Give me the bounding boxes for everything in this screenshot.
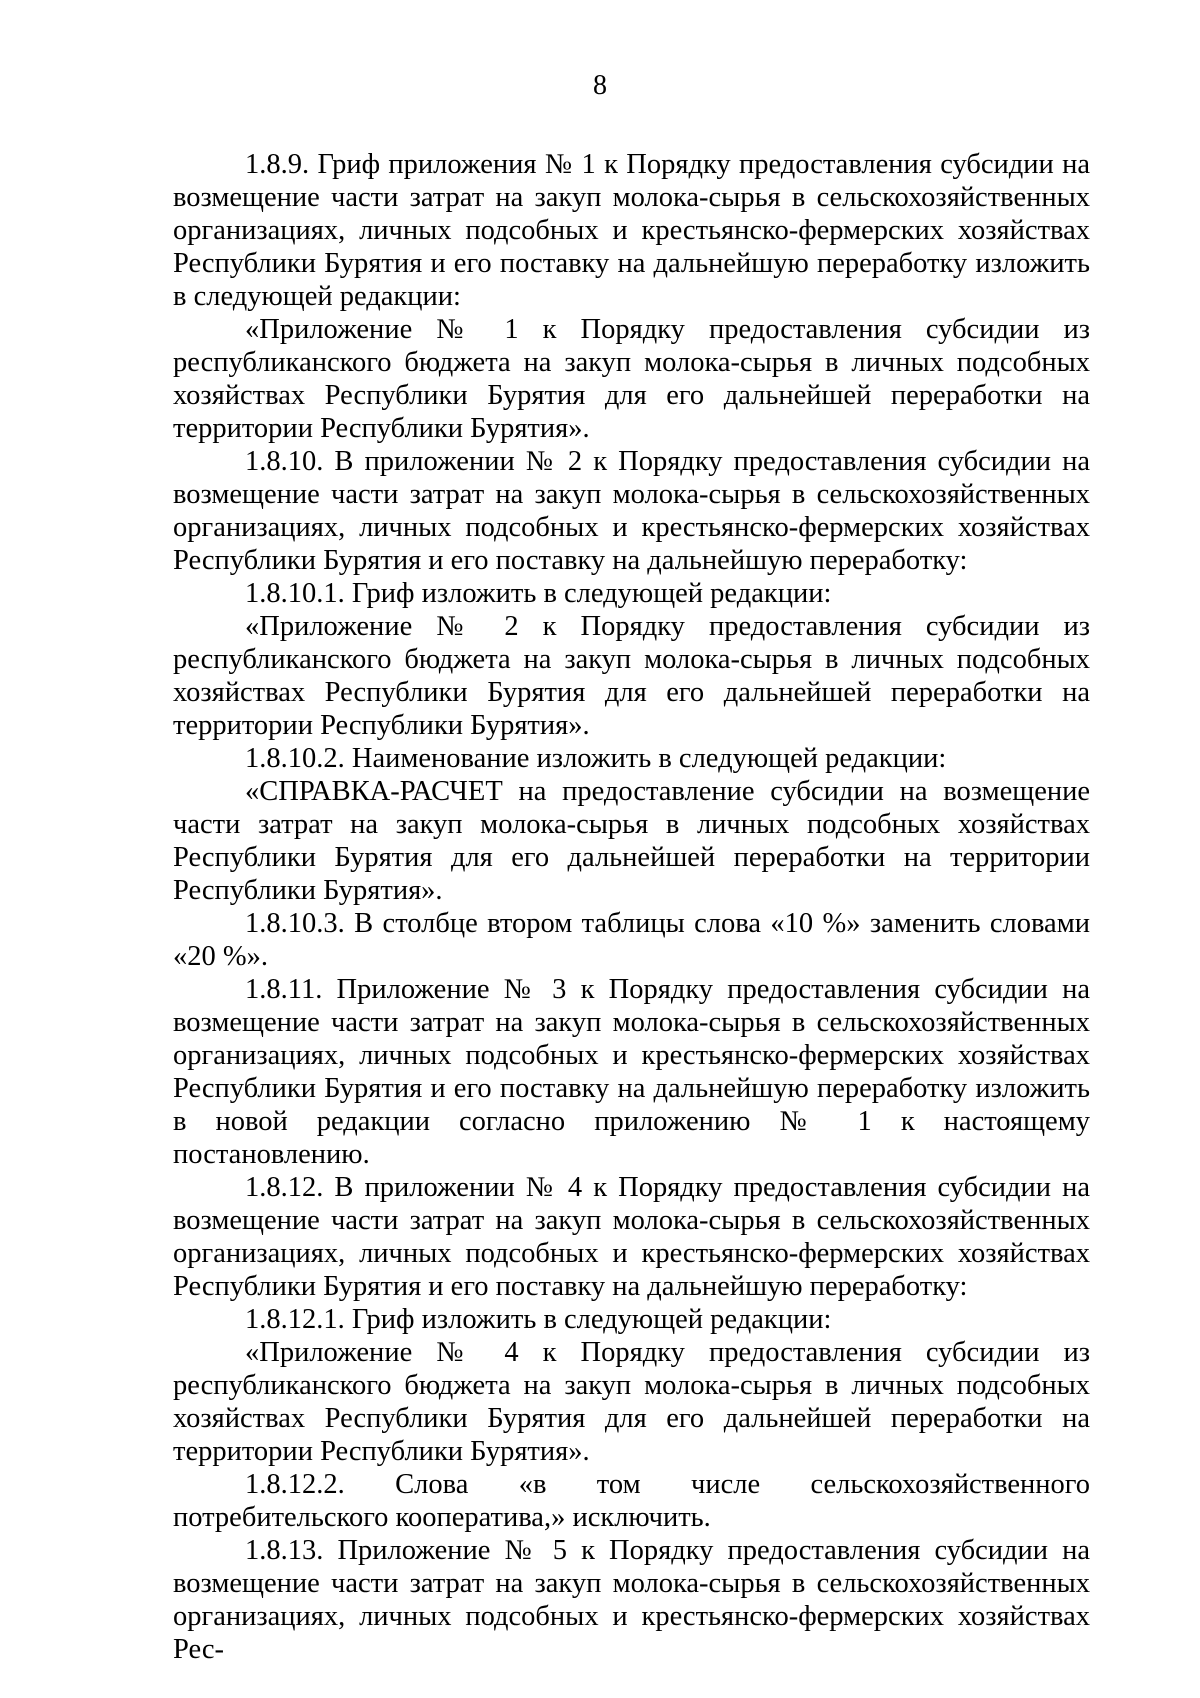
quote-appendix-2: «Приложение № 2 к Порядку предоставления субсидии из республиканского бюджета на закуп молока-сырья в личных подсобных хозяйствах Республики Бурятия для его дальнейшей переработки на территории Республики Бурятия». bbox=[173, 611, 1090, 741]
paragraph-1-8-12: 1.8.12. В приложении № 4 к Порядку предоставления субсидии на возмещение части затрат на закуп молока-сырья в сельскохозяйственных организациях, личных подсобных и крестьянско-фермерских хозяйствах Республики Бурятия и его поставку на дальнейшую переработку: bbox=[173, 1172, 1090, 1302]
paragraph-1-8-9: 1.8.9. Гриф приложения № 1 к Порядку предоставления субсидии на возмещение части затрат на закуп молока-сырья в сельскохозяйственных организациях, личных подсобных и крестьянско-фермерских хозяйствах Республики Бурятия и его поставку на дальнейшую переработку изложить в следующей редакции: bbox=[173, 149, 1090, 312]
paragraph-1-8-10-3: 1.8.10.3. В столбце втором таблицы слова «10 %» заменить словами «20 %». bbox=[173, 908, 1090, 972]
paragraph-1-8-10-1: 1.8.10.1. Гриф изложить в следующей редакции: bbox=[245, 578, 832, 609]
paragraph-1-8-10-2: 1.8.10.2. Наименование изложить в следующей редакции: bbox=[245, 743, 947, 774]
quote-appendix-4: «Приложение № 4 к Порядку предоставления субсидии из республиканского бюджета на закуп молока-сырья в личных подсобных хозяйствах Республики Бурятия для его дальнейшей переработки на территории Республики Бурятия». bbox=[173, 1337, 1090, 1467]
paragraph-1-8-11: 1.8.11. Приложение № 3 к Порядку предоставления субсидии на возмещение части затрат на закуп молока-сырья в сельскохозяйственных организациях, личных подсобных и крестьянско-фермерских хозяйствах Республики Бурятия и его поставку на дальнейшую переработку изложить в новой редакции согласно приложению № 1 к настоящему постановлению. bbox=[173, 974, 1090, 1170]
paragraph-1-8-10: 1.8.10. В приложении № 2 к Порядку предоставления субсидии на возмещение части затрат на закуп молока-сырья в сельскохозяйственных организациях, личных подсобных и крестьянско-фермерских хозяйствах Республики Бурятия и его поставку на дальнейшую переработку: bbox=[173, 446, 1090, 576]
page-number: 8 bbox=[593, 70, 607, 101]
paragraph-1-8-13: 1.8.13. Приложение № 5 к Порядку предоставления субсидии на возмещение части затрат на закуп молока-сырья в сельскохозяйственных организациях, личных подсобных и крестьянско-фермерских хозяйствах Рес- bbox=[173, 1535, 1090, 1665]
quote-spravka-raschet: «СПРАВКА-РАСЧЕТ на предоставление субсидии на возмещение части затрат на закуп молока-сырья в личных подсобных хозяйствах Республики Бурятия для его дальнейшей переработки на территории Республики Бурятия». bbox=[173, 776, 1090, 906]
paragraph-1-8-12-2: 1.8.12.2. Слова «в том числе сельскохозяйственного потребительского кооператива,» исключить. bbox=[173, 1469, 1090, 1533]
document-body bbox=[173, 148, 1090, 1666]
quote-appendix-1: «Приложение № 1 к Порядку предоставления субсидии из республиканского бюджета на закуп молока-сырья в личных подсобных хозяйствах Республики Бурятия для его дальнейшей переработки на территории Республики Бурятия». bbox=[173, 314, 1090, 444]
paragraph-1-8-12-1: 1.8.12.1. Гриф изложить в следующей редакции: bbox=[245, 1304, 832, 1335]
